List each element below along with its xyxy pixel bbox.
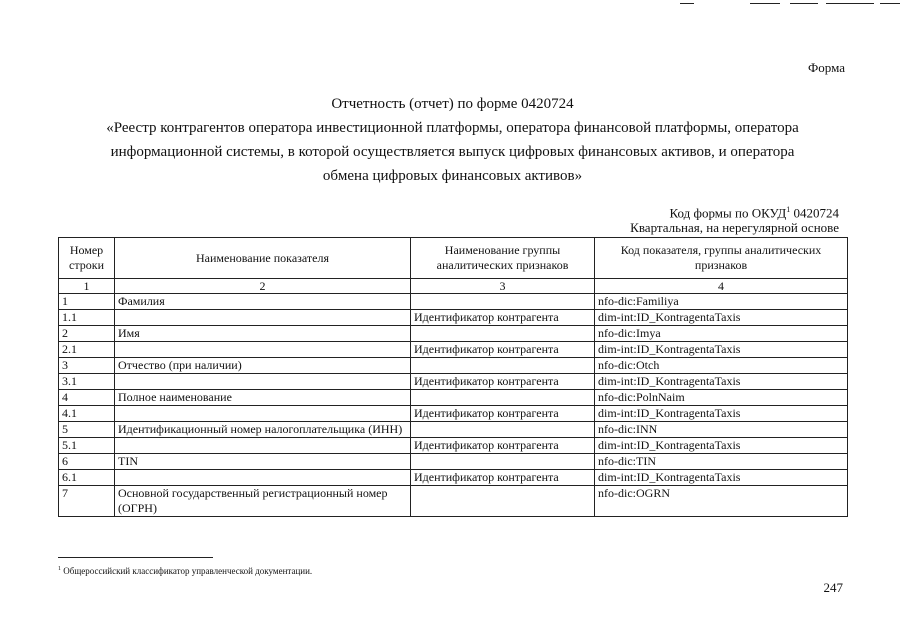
group-name (411, 454, 595, 470)
column-number: 4 (595, 279, 848, 294)
indicator-name: Фамилия (115, 294, 411, 310)
table-row (59, 374, 848, 390)
form-label: Форма (808, 60, 845, 75)
indicator-code: dim-int:ID_KontragentaTaxis (595, 470, 848, 486)
row-number: 6 (59, 454, 115, 470)
footnote-divider (58, 557, 213, 558)
row-number: 3 (59, 358, 115, 374)
indicator-name: Основной государственный регистрационный номер (ОГРН) (115, 486, 411, 517)
indicator-code: nfo-dic:Imya (595, 326, 848, 342)
okud-code: 0420724 (793, 205, 839, 221)
header-group-name: Наименование группы аналитических признаков (411, 238, 595, 279)
indicator-name (115, 470, 411, 486)
indicator-code: dim-int:ID_KontragentaTaxis (595, 406, 848, 422)
scan-artifact (880, 3, 900, 4)
row-number: 2.1 (59, 342, 115, 358)
footnote (58, 566, 312, 576)
table-row (59, 486, 848, 517)
page-number: 247 (823, 580, 843, 595)
okud-footnote-mark: 1 (786, 205, 791, 214)
row-number: 2 (59, 326, 115, 342)
indicator-code: dim-int:ID_KontragentaTaxis (595, 438, 848, 454)
header-row-number: Номер строки (59, 238, 115, 279)
row-number: 6.1 (59, 470, 115, 486)
indicator-code: nfo-dic:PolnNaim (595, 390, 848, 406)
periodicity: Квартальная, на нерегулярной основе (630, 220, 839, 236)
group-name (411, 358, 595, 374)
row-number: 5.1 (59, 438, 115, 454)
indicator-code: dim-int:ID_KontragentaTaxis (595, 374, 848, 390)
group-name (411, 326, 595, 342)
row-number: 4 (59, 390, 115, 406)
row-number: 1 (59, 294, 115, 310)
column-number: 2 (115, 279, 411, 294)
scan-artifact (826, 3, 874, 4)
table-row (59, 294, 848, 310)
table-row (59, 390, 848, 406)
table-header-row (59, 238, 848, 279)
indicator-name (115, 374, 411, 390)
group-name (411, 390, 595, 406)
table-row (59, 422, 848, 438)
indicator-name (115, 310, 411, 326)
column-number: 1 (59, 279, 115, 294)
scan-artifact (790, 3, 818, 4)
column-number-row (59, 279, 848, 294)
row-number: 5 (59, 422, 115, 438)
group-name: Идентификатор контрагента (411, 438, 595, 454)
group-name (411, 422, 595, 438)
indicator-name (115, 342, 411, 358)
table-row (59, 358, 848, 374)
footnote-text: Общероссийский классификатор управленческой документации. (63, 566, 313, 576)
indicator-name (115, 406, 411, 422)
row-number: 4.1 (59, 406, 115, 422)
title-line: информационной системы, в которой осуществляется выпуск цифровых финансовых активов, и оператора (110, 144, 795, 160)
footnote-mark: 1 (58, 566, 61, 572)
row-number: 1.1 (59, 310, 115, 326)
table-row (59, 342, 848, 358)
scan-artifact (750, 3, 780, 4)
indicator-code: nfo-dic:Otch (595, 358, 848, 374)
group-name: Идентификатор контрагента (411, 342, 595, 358)
header-code: Код показателя, группы аналитических признаков (595, 238, 848, 279)
table-row (59, 454, 848, 470)
scan-artifact (680, 3, 694, 4)
indicator-code: nfo-dic:OGRN (595, 486, 848, 517)
group-name: Идентификатор контрагента (411, 374, 595, 390)
indicator-code: dim-int:ID_KontragentaTaxis (595, 342, 848, 358)
register-table (58, 237, 848, 517)
group-name (411, 294, 595, 310)
indicator-code: nfo-dic:TIN (595, 454, 848, 470)
group-name: Идентификатор контрагента (411, 406, 595, 422)
group-name: Идентификатор контрагента (411, 310, 595, 326)
indicator-name: Полное наименование (115, 390, 411, 406)
title-line: обмена цифровых финансовых активов» (322, 168, 583, 184)
okud-line (630, 202, 839, 220)
table-row (59, 406, 848, 422)
group-name: Идентификатор контрагента (411, 470, 595, 486)
table-row (59, 326, 848, 342)
indicator-name: TIN (115, 454, 411, 470)
title-line: Отчетность (отчет) по форме 0420724 (331, 96, 574, 112)
indicator-name: Отчество (при наличии) (115, 358, 411, 374)
indicator-code: nfo-dic:Familiya (595, 294, 848, 310)
header-indicator-name: Наименование показателя (115, 238, 411, 279)
indicator-name: Идентификационный номер налогоплательщика (ИНН) (115, 422, 411, 438)
column-number: 3 (411, 279, 595, 294)
indicator-name (115, 438, 411, 454)
row-number: 7 (59, 486, 115, 517)
indicator-name: Имя (115, 326, 411, 342)
row-number: 3.1 (59, 374, 115, 390)
group-name (411, 486, 595, 517)
title-line: «Реестр контрагентов оператора инвестиционной платформы, оператора финансовой платформы, оператора (106, 120, 799, 136)
table-row (59, 470, 848, 486)
okud-prefix: Код формы по ОКУД (669, 205, 787, 221)
indicator-code: dim-int:ID_KontragentaTaxis (595, 310, 848, 326)
document-title (60, 92, 845, 188)
table-row (59, 438, 848, 454)
table-row (59, 310, 848, 326)
okud-block (630, 202, 839, 235)
indicator-code: nfo-dic:INN (595, 422, 848, 438)
